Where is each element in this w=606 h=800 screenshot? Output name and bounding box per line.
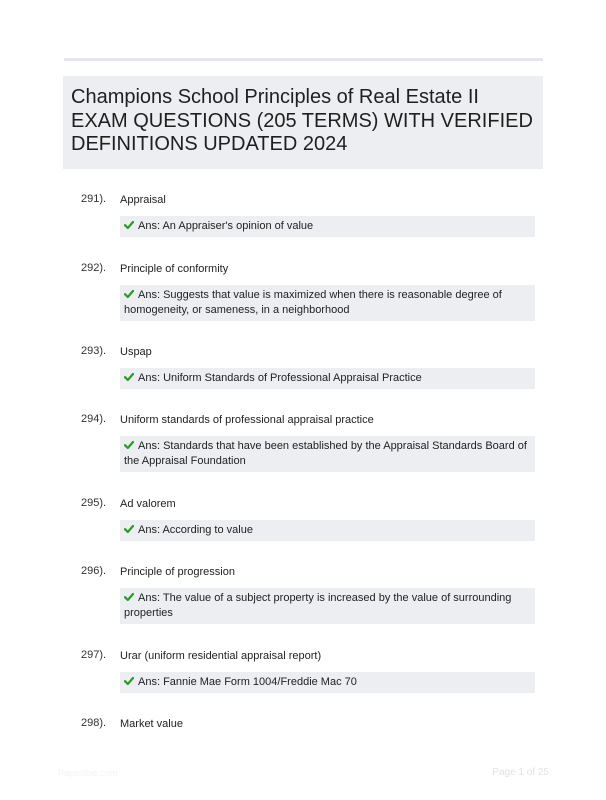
- question-term: Ad valorem: [120, 498, 176, 510]
- checkmark-icon: [124, 289, 134, 299]
- title-box: [63, 76, 543, 169]
- footer-watermark: Paperlibie.com: [58, 768, 118, 778]
- question-number: 291).: [81, 193, 107, 205]
- question-number: 296).: [81, 565, 107, 577]
- checkmark-icon: [124, 440, 134, 450]
- question-number: 298).: [81, 717, 107, 729]
- checkmark-icon: [124, 592, 134, 602]
- document-title: Champions School Principles of Real Estate II EXAM QUESTIONS (205 TERMS) WITH VERIFIED DEFINITIONS UPDATED 2024: [71, 86, 533, 155]
- question-number: 293).: [81, 345, 107, 357]
- answer-text: Ans: According to value: [138, 524, 253, 536]
- page-number: Page 1 of 25: [492, 767, 549, 778]
- question-number: 295).: [81, 497, 107, 509]
- question-term: Principle of conformity: [120, 263, 229, 275]
- answer-box: [120, 368, 535, 389]
- question-term: Uspap: [120, 346, 152, 358]
- question-term: Market value: [120, 718, 183, 730]
- checkmark-icon: [124, 676, 134, 686]
- checkmark-icon: [124, 220, 134, 230]
- answer-box: [120, 672, 535, 693]
- checkmark-icon: [124, 372, 134, 382]
- checkmark-icon: [124, 524, 134, 534]
- answer-box: [120, 285, 535, 321]
- answer-text: Ans: Uniform Standards of Professional Appraisal Practice: [138, 372, 422, 384]
- answer-box: [120, 216, 535, 237]
- question-term: Appraisal: [120, 194, 166, 206]
- answer-box: [120, 588, 535, 624]
- question-term: Uniform standards of professional appraisal practice: [120, 414, 374, 426]
- answer-text: Ans: Standards that have been established by the Appraisal Standards Board of the Appraisal Foundation: [124, 440, 527, 467]
- question-term: Urar (uniform residential appraisal report): [120, 650, 322, 662]
- question-number: 292).: [81, 262, 107, 274]
- answer-box: [120, 520, 535, 541]
- answer-box: [120, 436, 535, 472]
- question-number: 297).: [81, 649, 107, 661]
- answer-text: Ans: The value of a subject property is increased by the value of surrounding properties: [124, 592, 512, 619]
- answer-text: Ans: An Appraiser's opinion of value: [138, 220, 314, 232]
- question-term: Principle of progression: [120, 566, 235, 578]
- top-divider: [64, 58, 543, 61]
- answer-text: Ans: Fannie Mae Form 1004/Freddie Mac 70: [138, 676, 357, 688]
- question-number: 294).: [81, 413, 107, 425]
- answer-text: Ans: Suggests that value is maximized when there is reasonable degree of homogeneity, or sameness, in a neighborhood: [124, 289, 502, 316]
